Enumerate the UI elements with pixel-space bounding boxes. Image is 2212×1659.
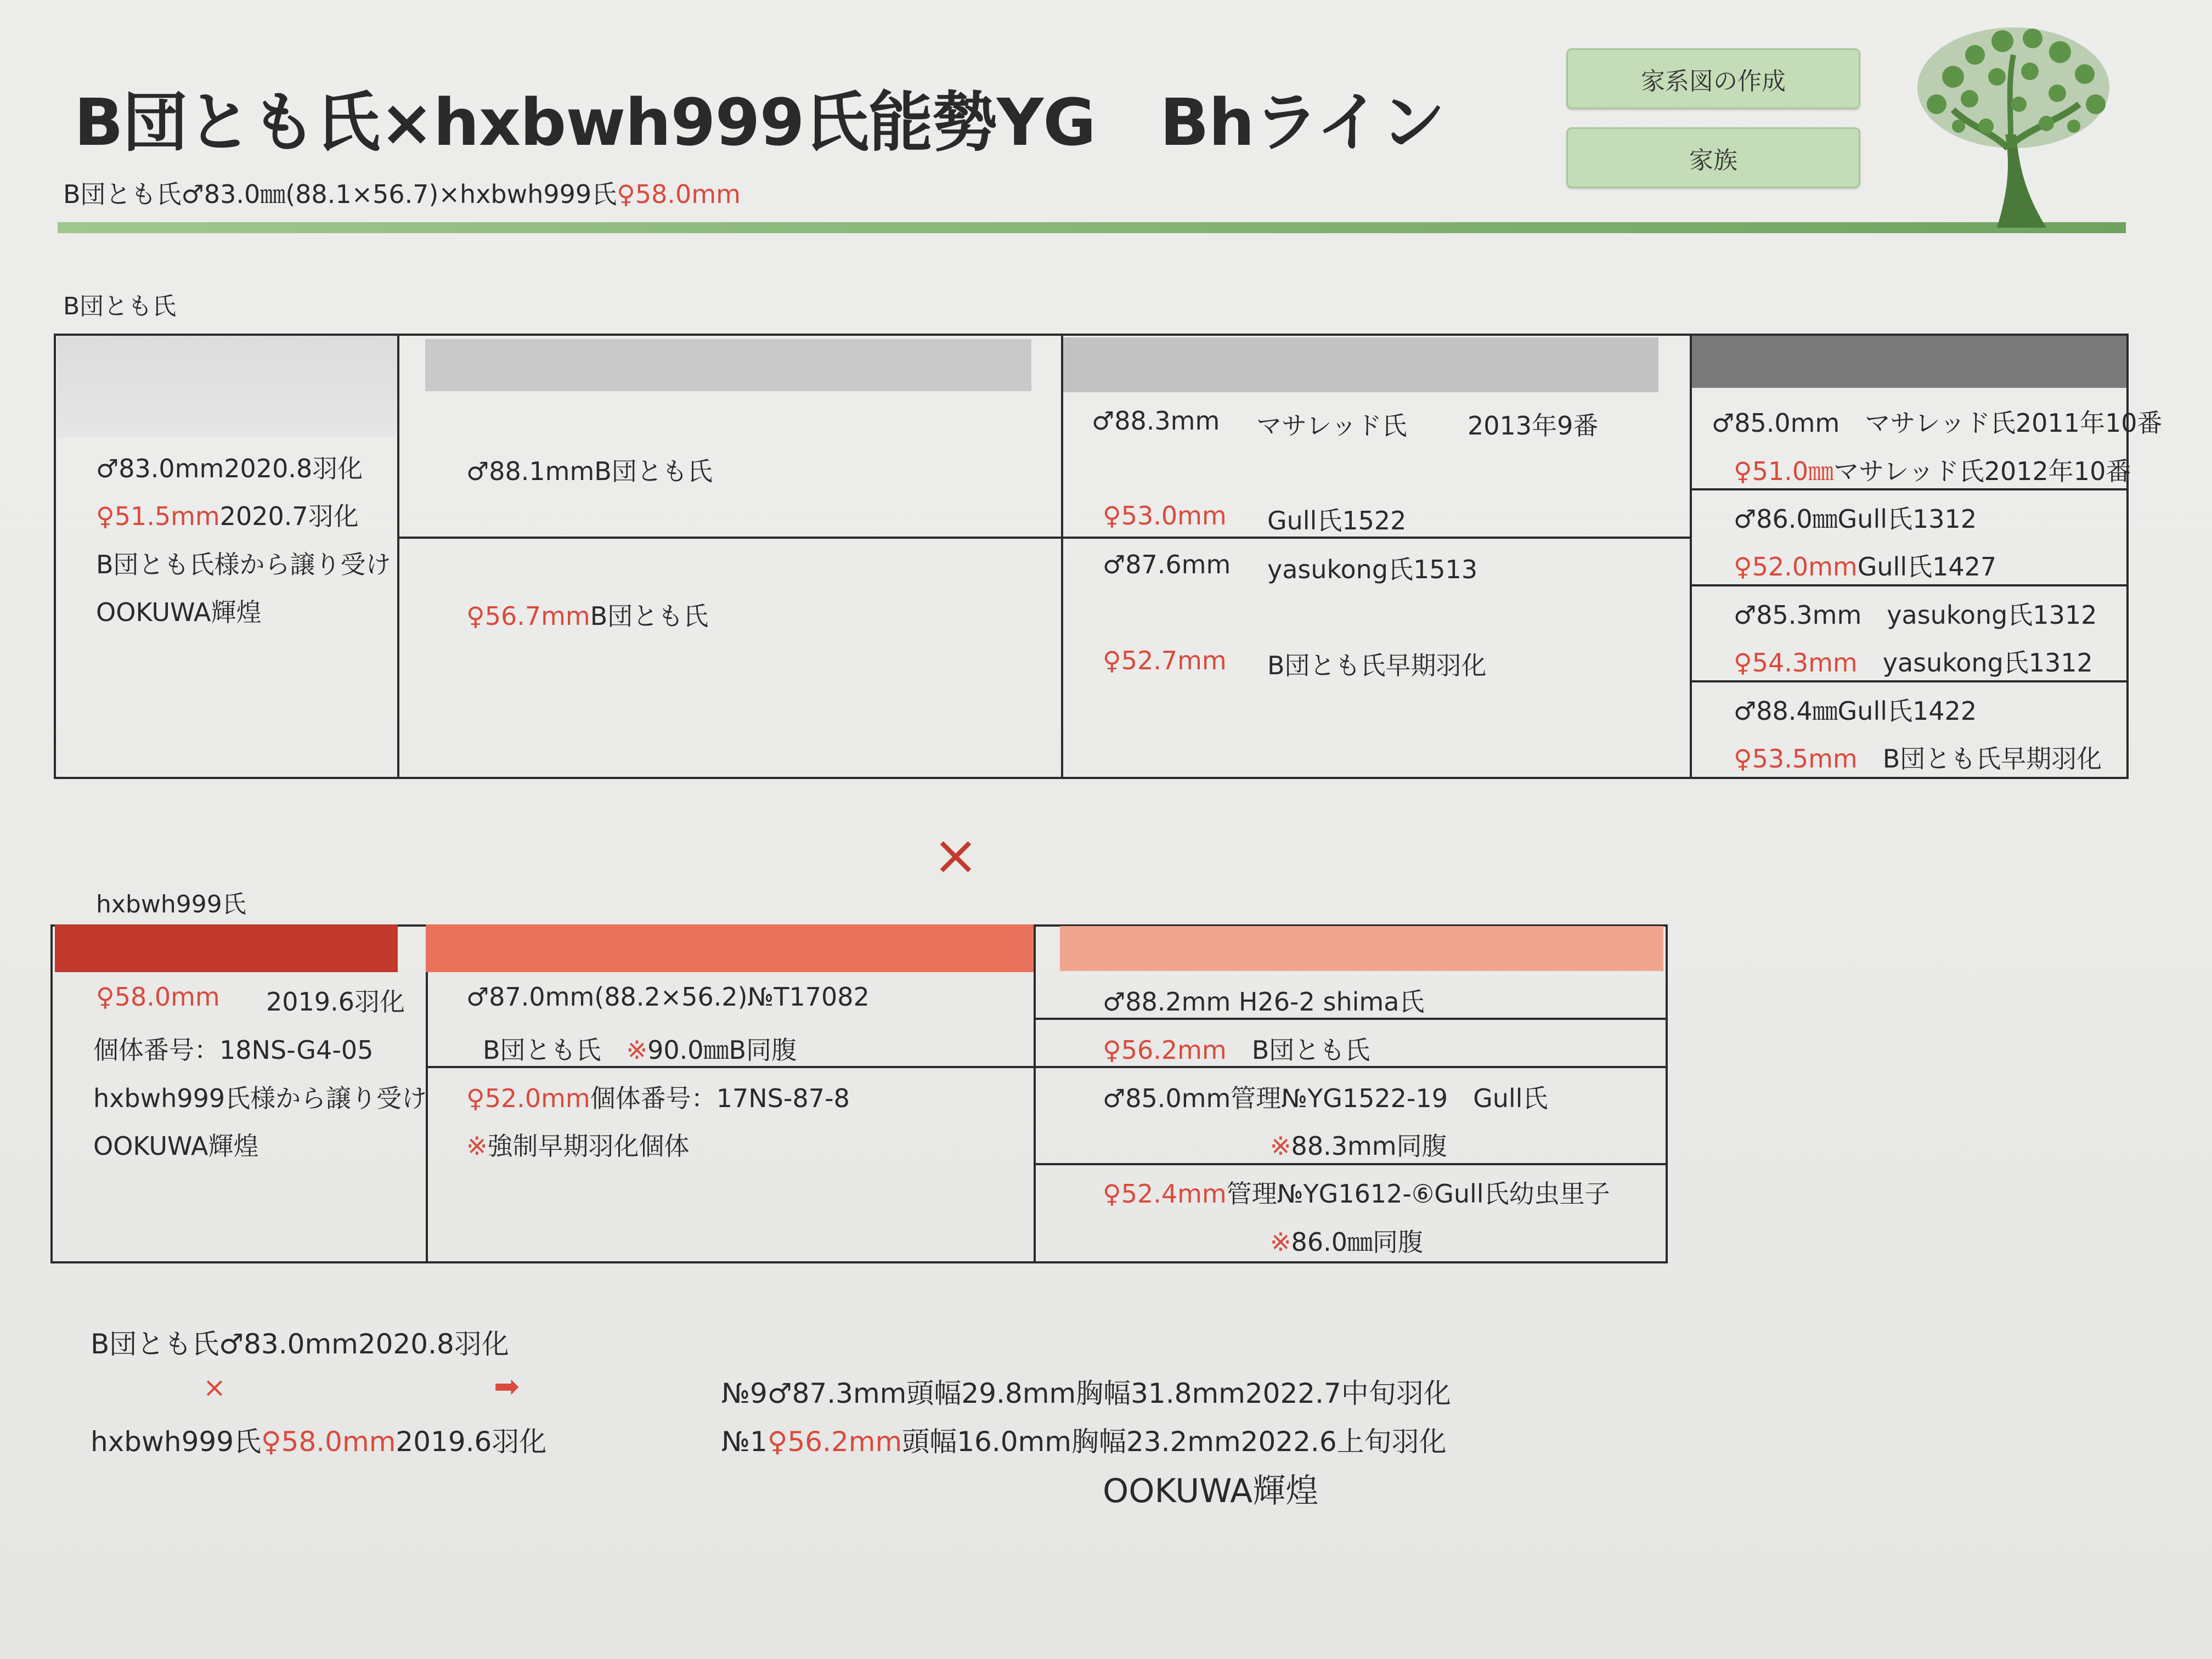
cross-mark: × [933, 823, 979, 887]
mother-dam-note [466, 1126, 690, 1163]
family-button[interactable]: 家族 [1566, 127, 1860, 188]
great-1-female-rest: マサレッド氏2012年10番 [1833, 456, 2131, 486]
father-dam-red: ♀56.7mm [466, 601, 590, 631]
father-parents-cell [397, 334, 1063, 779]
mother-dam-rest: 個体番号：17NS-87-8 [590, 1084, 850, 1113]
father-note-2: OOKUWA輝煌 [96, 597, 262, 627]
father-grand2-male-rest: yasukong氏1513 [1267, 555, 1478, 584]
mother-sire: ♂87.0mm(88.2×56.2)№T17082 [466, 982, 870, 1012]
father-grand1-male: ♂88.3mm [1092, 406, 1220, 436]
mother-label: hxbwh999氏 [96, 890, 246, 918]
summary-mother-pre: hxbwh999氏 [91, 1426, 262, 1458]
signature: OOKUWA輝煌 [1103, 1472, 1319, 1510]
mother-eclosion: 2019.6羽化 [266, 987, 405, 1017]
father-grand1-no: 2013年9番 [1468, 411, 1599, 441]
page-subtitle [63, 174, 741, 211]
summary-mother [91, 1420, 546, 1459]
father-great-3-female [1734, 643, 2093, 679]
mother-female-size [96, 982, 220, 1012]
page-title: B団とも氏×hxbwh999氏能勢YG Bhライン [74, 84, 1445, 160]
mother-note-1: hxbwh999氏様から譲り受け [93, 1084, 427, 1113]
summary-father: B団とも氏♂83.0mm2020.8羽化 [91, 1328, 509, 1360]
father-female-rest: 2020.7羽化 [219, 501, 359, 531]
father-grand2-female-rest: B団とも氏早期羽化 [1267, 651, 1487, 680]
mother-id: 個体番号：18NS-G4-05 [93, 1035, 374, 1065]
father-great-divider-1 [1690, 488, 2129, 490]
father-note-1: B団とも氏様から譲り受け [96, 550, 391, 579]
summary-mother-rest: 2019.6羽化 [396, 1426, 547, 1458]
mother-sire-note-pre: B団とも氏 [483, 1035, 601, 1065]
father-female-size [96, 496, 359, 533]
father-great-1-male: ♂85.0mm マサレッド氏2011年10番 [1712, 408, 2163, 438]
father-grand1-female-rest: Gull氏1522 [1267, 506, 1407, 535]
mother-grand-2-rest: B団とも氏 [1226, 1035, 1370, 1065]
father-male-size: ♂83.0mm2020.8羽化 [96, 454, 363, 483]
father-dam-rest: B団とも氏 [590, 601, 709, 631]
father-great-4-female [1734, 739, 2102, 775]
mother-dam-note-mark: ※ [466, 1131, 488, 1161]
mother-grand-4-note [1270, 1222, 1423, 1259]
subtitle-female-size: ♀58.0mm [617, 179, 741, 209]
great-3-female-red: ♀54.3mm [1734, 648, 1858, 678]
mother-parents-bar [426, 924, 1034, 972]
mother-sire-note-mark: ※ [626, 1035, 648, 1065]
mother-grand-4-rest: 管理№YG1612-⑥Gull氏幼虫里子 [1226, 1179, 1610, 1209]
mother-grand-2-red: ♀56.2mm [1103, 1035, 1227, 1065]
arrow-right-icon: ➡ [494, 1369, 520, 1404]
mother-dam-red: ♀52.0mm [466, 1084, 590, 1113]
mother-grand-3-note-rest: 88.3mm同腹 [1291, 1131, 1447, 1161]
father-great-1-female [1734, 452, 2131, 488]
mother-sire-note-rest: 90.0㎜B同腹 [647, 1035, 797, 1065]
father-grand1-female-red: ♀53.0mm [1103, 501, 1227, 531]
father-grand2-female-red: ♀52.7mm [1103, 646, 1227, 675]
great-2-female-red: ♀52.0mm [1734, 552, 1858, 582]
father-great-4-male: ♂88.4㎜Gull氏1422 [1734, 696, 1977, 726]
summary-result-2 [721, 1420, 1447, 1459]
mother-note-2: OOKUWA輝煌 [93, 1131, 259, 1161]
mother-grand-4-note-rest: 86.0㎜同腹 [1291, 1227, 1423, 1257]
great-1-female-red: ♀51.0㎜ [1734, 456, 1834, 486]
mother-self-bar [55, 924, 398, 972]
summary-result-2-red: ♀56.2mm [767, 1426, 902, 1458]
mother-grand-1: ♂88.2mm H26-2 shima氏 [1103, 987, 1425, 1017]
father-dam [466, 596, 708, 633]
father-sire: ♂88.1mmB団とも氏 [466, 456, 713, 486]
father-great-divider-3 [1690, 680, 2129, 682]
father-great-3-male: ♂85.3mm yasukong氏1312 [1734, 600, 2097, 630]
father-great-2-female [1734, 547, 1996, 583]
mother-dam-note-rest: 強制早期羽化個体 [487, 1131, 690, 1161]
subtitle-text: B団とも氏♂83.0㎜(88.1×56.7)×hxbwh999氏 [63, 179, 617, 209]
father-parents-bar [425, 339, 1031, 391]
mother-grand-3-note-mark: ※ [1270, 1131, 1291, 1161]
mother-grand-4 [1103, 1174, 1610, 1210]
mother-grand-2 [1103, 1030, 1370, 1066]
father-label: B団とも氏 [63, 292, 177, 320]
great-3-female-rest: yasukong氏1312 [1857, 648, 2093, 678]
father-great-bar [1692, 336, 2126, 388]
summary-mother-red: ♀58.0mm [261, 1426, 396, 1458]
mother-dam [466, 1079, 850, 1115]
father-great-2-male: ♂86.0㎜Gull氏1312 [1734, 504, 1977, 534]
great-4-female-rest: B団とも氏早期羽化 [1857, 744, 2102, 774]
father-grand-bar [1063, 337, 1658, 392]
summary-result-1: №9♂87.3mm頭幅29.8mm胸幅31.8mm2022.7中旬羽化 [721, 1378, 1451, 1409]
summary-result-2-pre: №1 [721, 1426, 768, 1458]
mother-sire-note [483, 1030, 797, 1066]
summary-result-2-rest: 頭幅16.0mm胸幅23.2mm2022.6上旬羽化 [902, 1426, 1447, 1458]
tree-logo-icon [1904, 16, 2123, 228]
family-tree-button[interactable]: 家系図の作成 [1566, 48, 1860, 109]
mother-grand-4-note-mark: ※ [1270, 1227, 1291, 1257]
mother-grand-3: ♂85.0mm管理№YG1522-19 Gull氏 [1103, 1084, 1548, 1113]
great-4-female-red: ♀53.5mm [1734, 744, 1858, 774]
header-rule [58, 222, 2126, 233]
mother-grand-divider-3 [1034, 1163, 1668, 1165]
mother-grand-3-note [1270, 1126, 1447, 1163]
father-self-bar [57, 336, 397, 437]
mother-female-red: ♀58.0mm [96, 982, 220, 1012]
father-great-divider-2 [1690, 584, 2129, 586]
father-grand2-male: ♂87.6mm [1103, 550, 1231, 579]
great-2-female-rest: Gull氏1427 [1857, 552, 1997, 582]
father-female-red: ♀51.5mm [96, 501, 220, 531]
mother-grand-4-red: ♀52.4mm [1103, 1179, 1227, 1209]
mother-grand-bar [1060, 926, 1663, 971]
father-grand1-breeder: マサレッド氏 [1256, 411, 1407, 441]
father-parents-divider [397, 537, 1063, 539]
summary-cross: × [203, 1372, 226, 1403]
